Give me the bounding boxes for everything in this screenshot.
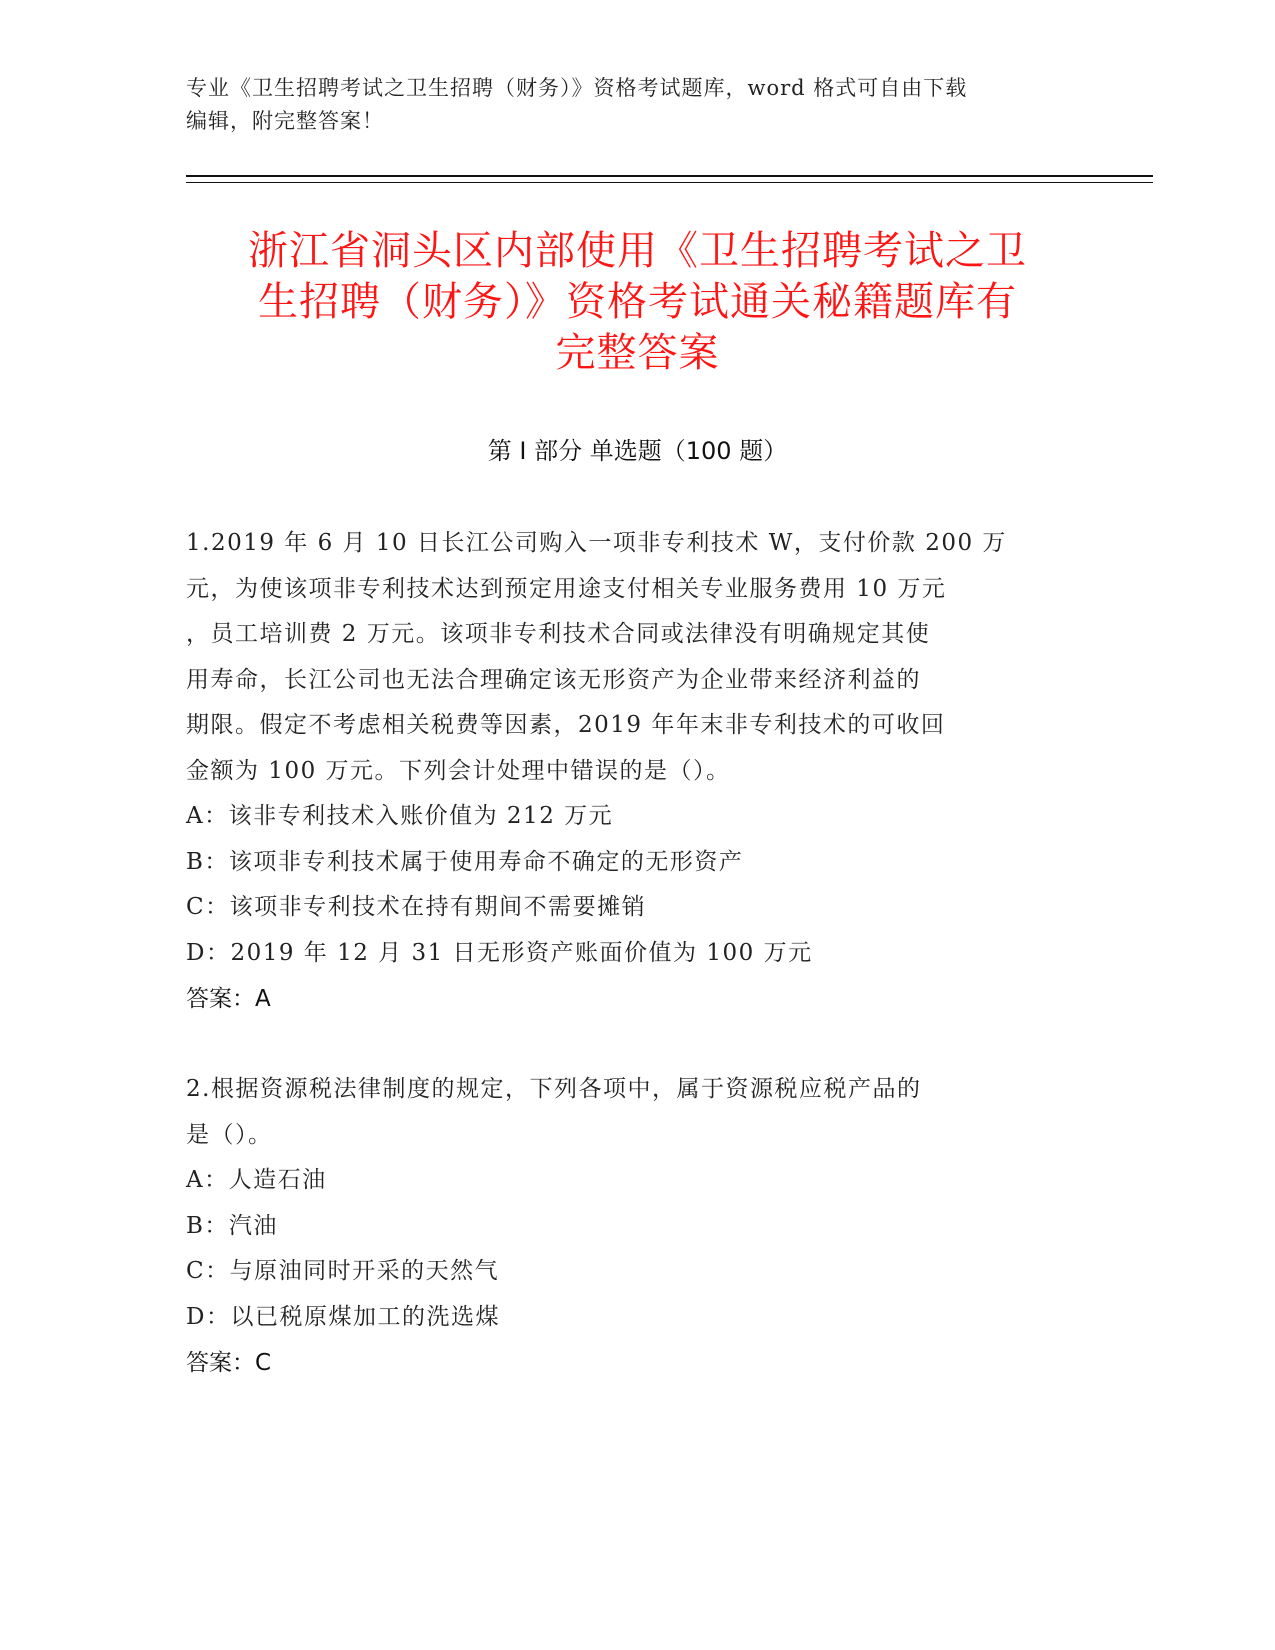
question-stem-line: 元，为使该项非专利技术达到预定用途支付相关专业服务费用 10 万元 — [186, 575, 947, 602]
question-stem-line: ，员工培训费 2 万元。该项非专利技术合同或法律没有明确规定其使 — [186, 621, 931, 647]
question-2 — [186, 1067, 1086, 1386]
document-title-line: 生招聘（财务）》资格考试通关秘籍题库有 — [258, 279, 1017, 325]
question-spacer — [186, 1022, 1086, 1067]
option-c: C：与原油同时开采的天然气 — [186, 1258, 500, 1284]
option-d: D：以已税原煤加工的洗选煤 — [186, 1303, 500, 1330]
option-a: A：该非专利技术入账价值为 212 万元 — [186, 803, 614, 829]
document-title-line: 浙江省洞头区内部使用《卫生招聘考试之卫 — [248, 228, 1027, 274]
question-stem-line: 是（）。 — [186, 1121, 273, 1148]
header-note-line: 专业《卫生招聘考试之卫生招聘（财务）》资格考试题库，word 格式可自由下载 — [186, 76, 968, 100]
option-c: C：该项非专利技术在持有期间不需要摊销 — [186, 894, 647, 920]
answer-line: 答案：C — [186, 1350, 272, 1376]
question-1 — [186, 521, 1086, 1022]
question-stem-line: 用寿命，长江公司也无法合理确定该无形资产为企业带来经济利益的 — [186, 666, 921, 693]
document-title-line: 完整答案 — [555, 330, 720, 376]
question-stem-line: 1.2019 年 6 月 10 日长江公司购入一项非专利技术 W，支付价款 200 万 — [186, 530, 1007, 556]
question-stem-line: 2.根据资源税法律制度的规定，下列各项中，属于资源税应税产品的 — [186, 1076, 922, 1102]
document-title — [150, 226, 1125, 379]
question-list — [186, 521, 1086, 1386]
header-note — [186, 72, 1066, 138]
question-stem-line: 金额为 100 万元。下列会计处理中错误的是（）。 — [186, 757, 731, 784]
header-note-line: 编辑，附完整答案！ — [186, 109, 384, 133]
header-divider-thin — [186, 182, 1153, 183]
option-a: A：人造石油 — [186, 1167, 327, 1193]
option-b: B：汽油 — [186, 1212, 278, 1239]
option-b: B：该项非专利技术属于使用寿命不确定的无形资产 — [186, 848, 744, 875]
question-stem-line: 期限。假定不考虑相关税费等因素，2019 年年末非专利技术的可收回 — [186, 712, 946, 738]
answer-line: 答案：A — [186, 986, 271, 1012]
header-divider-thick — [186, 175, 1153, 177]
option-d: D：2019 年 12 月 31 日无形资产账面价值为 100 万元 — [186, 939, 813, 966]
section-heading: 第 I 部分 单选题（100 题） — [487, 437, 788, 465]
